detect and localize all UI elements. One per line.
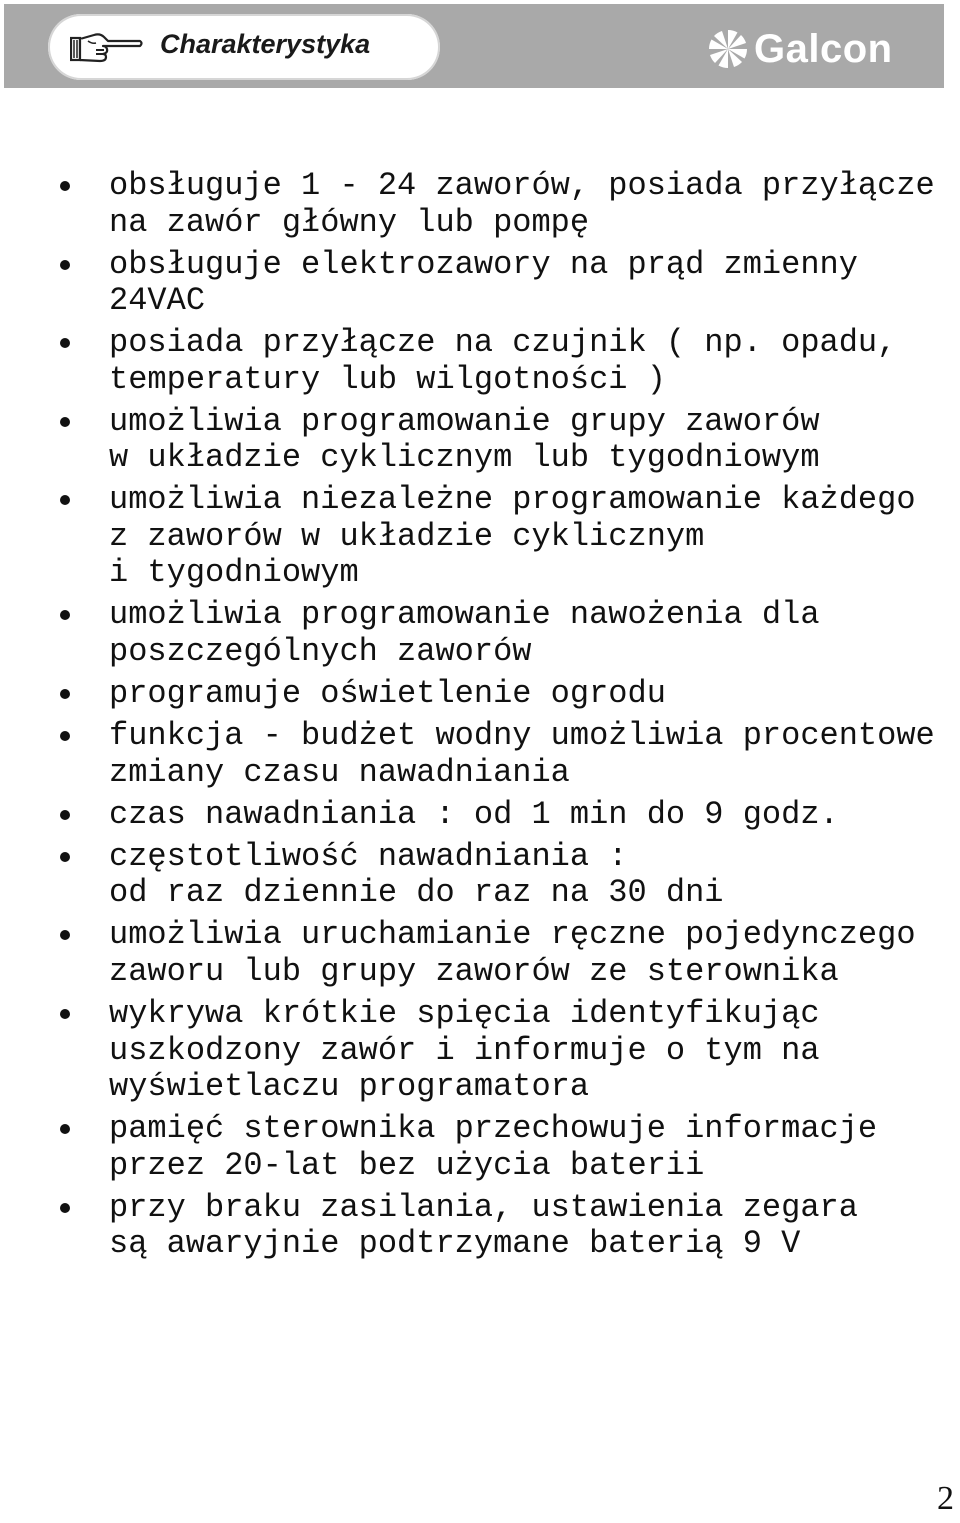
bullet-icon bbox=[60, 417, 70, 427]
feature-item bbox=[52, 325, 952, 398]
bullet-icon bbox=[60, 1203, 70, 1213]
feature-list bbox=[52, 168, 952, 1268]
feature-item bbox=[52, 1190, 952, 1263]
feature-item bbox=[52, 996, 952, 1106]
bullet-icon bbox=[60, 1009, 70, 1019]
pointing-hand-icon bbox=[70, 29, 144, 67]
feature-item bbox=[52, 597, 952, 670]
feature-text: umożliwia niezależne programowanie każdego z zaworów w układzie cyklicznym i tygodniowym bbox=[109, 481, 916, 592]
bullet-icon bbox=[60, 181, 70, 191]
feature-text: częstotliwość nawadniania : od raz dziennie do raz na 30 dni bbox=[109, 837, 724, 912]
bullet-icon bbox=[60, 260, 70, 270]
feature-item bbox=[52, 676, 952, 713]
page-number: 2 bbox=[937, 1480, 954, 1517]
feature-text: obsługuje elektrozawory na prąd zmienny 24VAC bbox=[109, 245, 858, 320]
feature-item bbox=[52, 247, 952, 320]
bullet-icon bbox=[60, 689, 70, 699]
feature-item bbox=[52, 1111, 952, 1184]
header-bar bbox=[4, 4, 944, 88]
galcon-logo bbox=[708, 26, 893, 72]
bullet-icon bbox=[60, 731, 70, 741]
feature-text: wykrywa krótkie spięcia identyfikując uszkodzony zawór i informuje o tym na wyświetlaczu programatora bbox=[109, 995, 820, 1106]
feature-text: umożliwia uruchamianie ręczne pojedynczego zaworu lub grupy zaworów ze sterownika bbox=[109, 916, 916, 990]
feature-item bbox=[52, 168, 952, 241]
section-title-pill bbox=[48, 14, 440, 80]
feature-item bbox=[52, 839, 952, 912]
galcon-logo-icon bbox=[708, 29, 748, 69]
feature-text: obsługuje 1 - 24 zaworów, posiada przyłącze na zawór główny lub pompę bbox=[109, 167, 935, 241]
feature-item bbox=[52, 482, 952, 592]
feature-text: czas nawadniania : od 1 min do 9 godz. bbox=[109, 795, 839, 833]
feature-text: przy braku zasilania, ustawienia zegara są awaryjnie podtrzymane baterią 9 V bbox=[109, 1188, 858, 1263]
feature-item bbox=[52, 917, 952, 990]
feature-text: pamięć sterownika przechowuje informacje przez 20-lat bez użycia baterii bbox=[109, 1110, 878, 1184]
feature-text: programuje oświetlenie ogrodu bbox=[109, 675, 666, 713]
bullet-icon bbox=[60, 495, 70, 505]
bullet-icon bbox=[60, 1124, 70, 1134]
feature-text: umożliwia programowanie grupy zaworów w układzie cyklicznym lub tygodniowym bbox=[109, 402, 820, 477]
feature-item bbox=[52, 797, 952, 834]
feature-item bbox=[52, 718, 952, 791]
feature-text: posiada przyłącze na czujnik ( np. opadu, temperatury lub wilgotności ) bbox=[109, 324, 897, 398]
bullet-icon bbox=[60, 810, 70, 820]
galcon-logo-text: Galcon bbox=[754, 27, 893, 71]
bullet-icon bbox=[60, 610, 70, 620]
bullet-icon bbox=[60, 852, 70, 862]
feature-text: funkcja - budżet wodny umożliwia procentowe zmiany czasu nawadniania bbox=[109, 717, 935, 791]
bullet-icon bbox=[60, 930, 70, 940]
feature-item bbox=[52, 404, 952, 477]
section-title: Charakterystyka bbox=[160, 29, 371, 59]
feature-text: umożliwia programowanie nawożenia dla poszczególnych zaworów bbox=[109, 596, 820, 670]
bullet-icon bbox=[60, 338, 70, 348]
